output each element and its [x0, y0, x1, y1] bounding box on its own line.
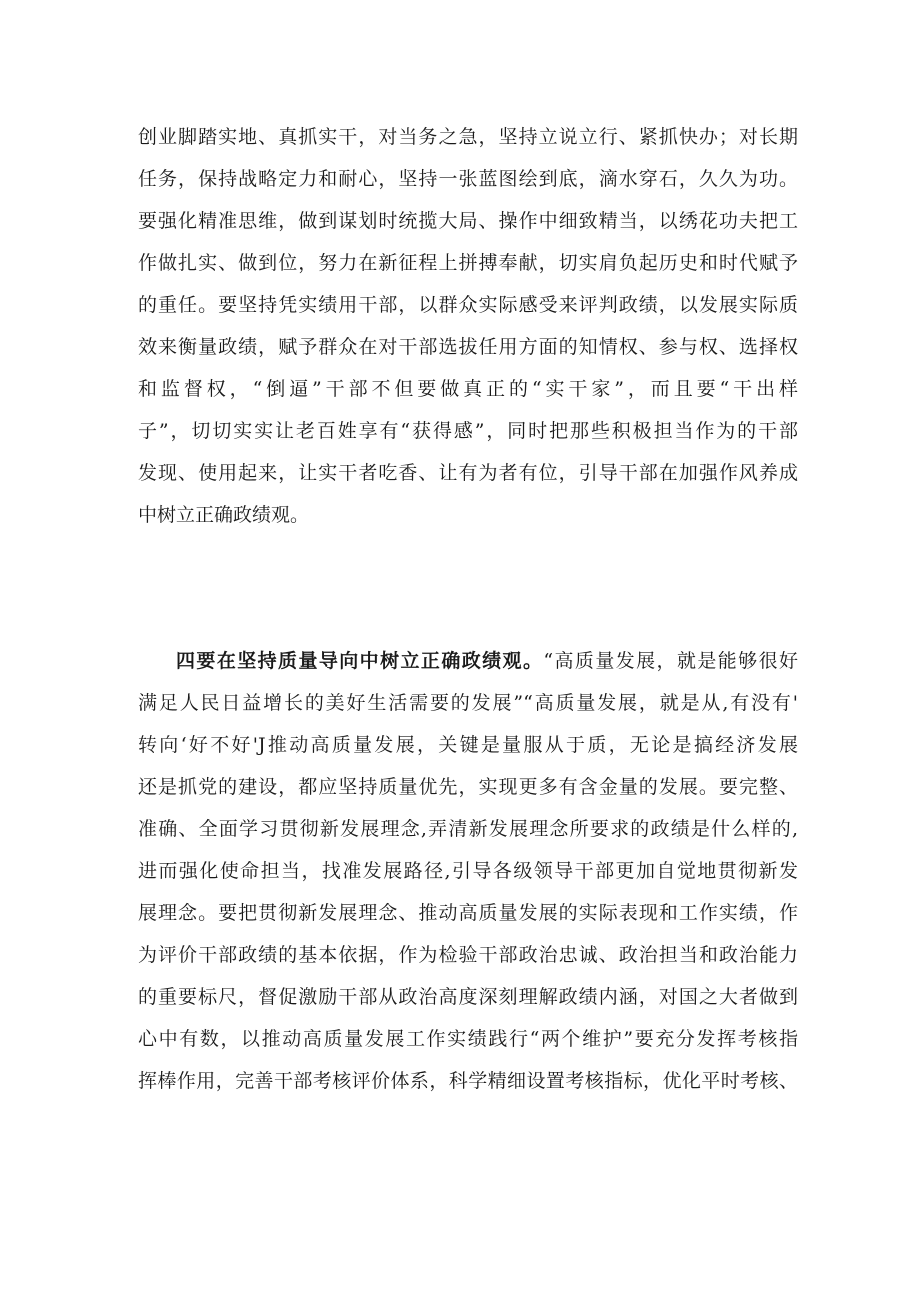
- paragraph-2-line: 为评价干部政绩的基本依据，作为检验干部政治忠诚、政治担当和政治能力: [138, 944, 798, 966]
- paragraph-2-line: 还是抓党的建设，都应坚持质量优先，实现更多有含金量的发展。要完整、: [138, 776, 798, 798]
- paragraph-1-line: 作做扎实、做到位，努力在新征程上拼搏奉献，切实肩负起历史和时代赋予: [138, 252, 798, 274]
- section-heading: 四要在坚持质量导向中树立正确政绩观。: [176, 650, 544, 672]
- paragraph-1: [138, 116, 798, 536]
- paragraph-1-line: 和监督权，“倒逼”干部不但要做真正的“实干家”，而且要“干出样: [138, 378, 798, 400]
- paragraph-2-first-line: [138, 640, 798, 682]
- paragraph-2-line: 的重要标尺，督促激励干部从政治高度深刻理解政绩内涵，对国之大者做到: [138, 986, 798, 1008]
- paragraph-2-first-line-text: “高质量发展，就是能够很好: [543, 650, 798, 672]
- paragraph-2-line: 进而强化使命担当，找准发展路径,引导各级领导干部更加自觉地贯彻新发: [138, 860, 798, 882]
- paragraph-2-line: 准确、全面学习贯彻新发展理念,弄清新发展理念所要求的政绩是什么样的,: [138, 818, 798, 840]
- paragraph-1-line: 要强化精准思维，做到谋划时统揽大局、操作中细致精当，以绣花功夫把工: [138, 210, 798, 232]
- paragraph-2-line: 挥棒作用，完善干部考核评价体系，科学精细设置考核指标，优化平时考核、: [138, 1070, 798, 1092]
- paragraph-1-line: 发现、使用起来，让实干者吃香、让有为者有位，引导干部在加强作风养成: [138, 462, 798, 484]
- paragraph-1-line: 中树立正确政绩观。: [138, 504, 310, 526]
- paragraph-2-line: 心中有数，以推动高质量发展工作实绩践行“两个维护”要充分发挥考核指: [138, 1028, 798, 1050]
- paragraph-2: [138, 640, 798, 1102]
- paragraph-2-line: 转向‘好不好'J推动高质量发展，关键是量服从于质，无论是搞经济发展: [138, 734, 798, 756]
- paragraph-1-line: 的重任。要坚持凭实绩用干部，以群众实际感受来评判政绩，以发展实际质: [138, 294, 798, 316]
- paragraph-2-line: 展理念。要把贯彻新发展理念、推动高质量发展的实际表现和工作实绩，作: [138, 902, 798, 924]
- paragraph-1-line: 创业脚踏实地、真抓实干，对当务之急，坚持立说立行、紧抓快办；对长期: [138, 126, 798, 148]
- paragraph-1-line: 效来衡量政绩，赋予群众在对干部选拔任用方面的知情权、参与权、选择权: [138, 336, 798, 358]
- paragraph-1-line: 子”，切切实实让老百姓享有“获得感”，同时把那些积极担当作为的干部: [138, 420, 798, 442]
- paragraph-2-line: 满足人民日益增长的美好生活需要的发展”“高质量发展，就是从,有没有': [138, 692, 798, 714]
- paragraph-1-line: 任务，保持战略定力和耐心，坚持一张蓝图绘到底，滴水穿石，久久为功。: [138, 168, 798, 190]
